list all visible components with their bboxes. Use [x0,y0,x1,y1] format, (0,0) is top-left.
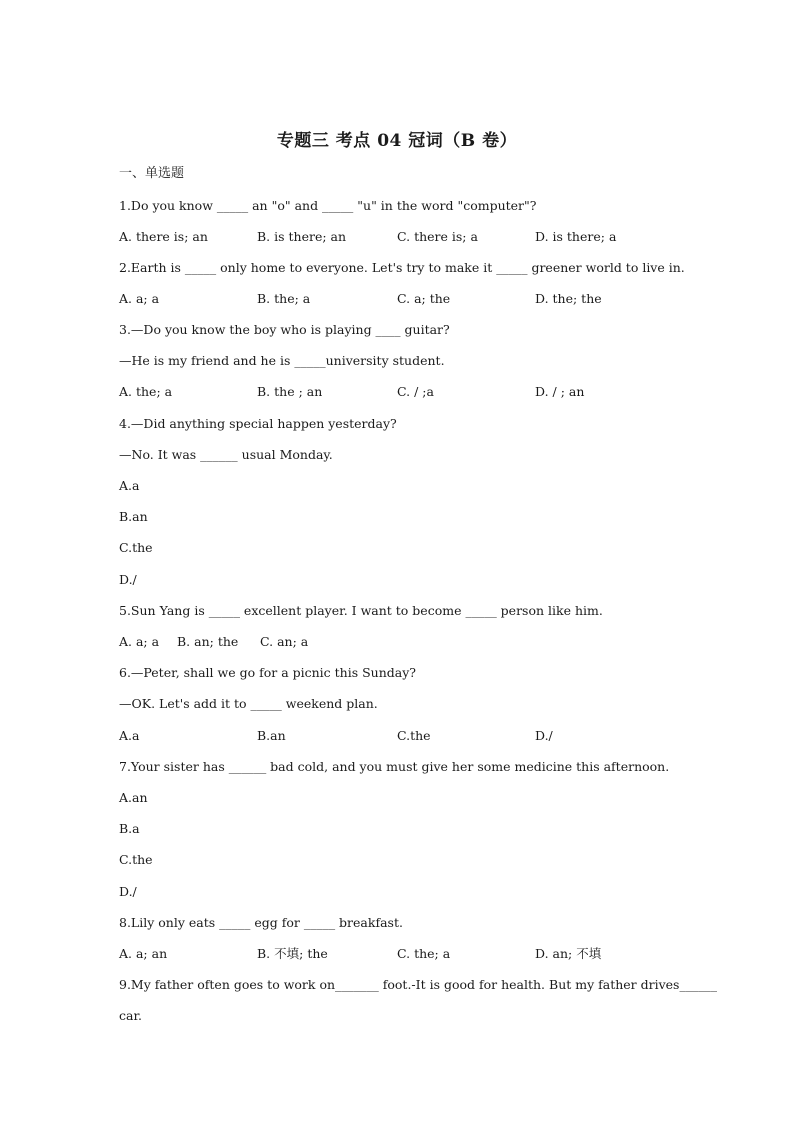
question-1-option-b: B. is there; an [257,229,347,244]
question-7-stem: 7.Your sister has ______ bad cold, and you must give her some medicine this afternoon. [119,759,670,774]
question-8-option-a: A. a; an [119,946,168,961]
question-2-option-c: C. a; the [397,291,451,306]
question-1-option-a: A. there is; an [119,229,208,244]
question-3-option-b: B. the ; an [257,384,323,399]
question-5-option-b: B. an; the [177,634,239,649]
question-5-option-c: C. an; a [260,634,309,649]
question-6-option-b: B.an [257,728,286,743]
question-3-option-c: C. / ;a [397,384,434,399]
question-9-stem-line-2: car. [119,1008,143,1023]
question-4-stem-line-2: —No. It was ______ usual Monday. [119,447,333,462]
question-1-option-d: D. is there; a [535,229,617,244]
question-6-option-c: C.the [397,728,431,743]
question-8-option-b: B. 不填; the [257,946,328,961]
question-4-option-a: A.a [119,478,140,493]
section-heading: 一、单选题 [119,166,185,181]
question-6-option-a: A.a [119,728,140,743]
question-4-stem-line-1: 4.—Did anything special happen yesterday? [119,416,397,431]
question-4-option-b: B.an [119,509,148,524]
question-9-stem-line-1: 9.My father often goes to work on_______ foot.-It is good for health. But my father drives______ [119,977,717,992]
question-3-stem-line-1: 3.—Do you know the boy who is playing ____ guitar? [119,322,450,337]
question-5-option-a: A. a; a [119,634,160,649]
question-8-option-d: D. an; 不填 [535,946,602,961]
question-2-option-b: B. the; a [257,291,311,306]
question-7-option-c: C.the [119,852,153,867]
question-3-stem-line-2: —He is my friend and he is _____university student. [119,353,445,368]
question-7-option-a: A.an [119,790,148,805]
question-5-stem: 5.Sun Yang is _____ excellent player. I want to become _____ person like him. [119,603,603,618]
question-6-stem-line-2: —OK. Let's add it to _____ weekend plan. [119,696,378,711]
question-8-stem: 8.Lily only eats _____ egg for _____ breakfast. [119,915,403,930]
page-title: 专题三 考点 04 冠词（B 卷） [276,131,518,151]
question-6-option-d: D./ [535,728,553,743]
question-3-option-d: D. / ; an [535,384,585,399]
question-7-option-d: D./ [119,884,137,899]
question-1-stem: 1.Do you know _____ an "o" and _____ "u" in the word "computer"? [119,198,537,213]
question-7-option-b: B.a [119,821,140,836]
question-2-stem: 2.Earth is _____ only home to everyone. Let's try to make it _____ greener world to live in. [119,260,685,275]
question-8-option-c: C. the; a [397,946,451,961]
question-1-option-c: C. there is; a [397,229,478,244]
question-2-option-d: D. the; the [535,291,602,306]
question-4-option-d: D./ [119,572,137,587]
question-2-option-a: A. a; a [119,291,160,306]
question-6-stem-line-1: 6.—Peter, shall we go for a picnic this Sunday? [119,665,416,680]
question-3-option-a: A. the; a [119,384,173,399]
question-4-option-c: C.the [119,540,153,555]
